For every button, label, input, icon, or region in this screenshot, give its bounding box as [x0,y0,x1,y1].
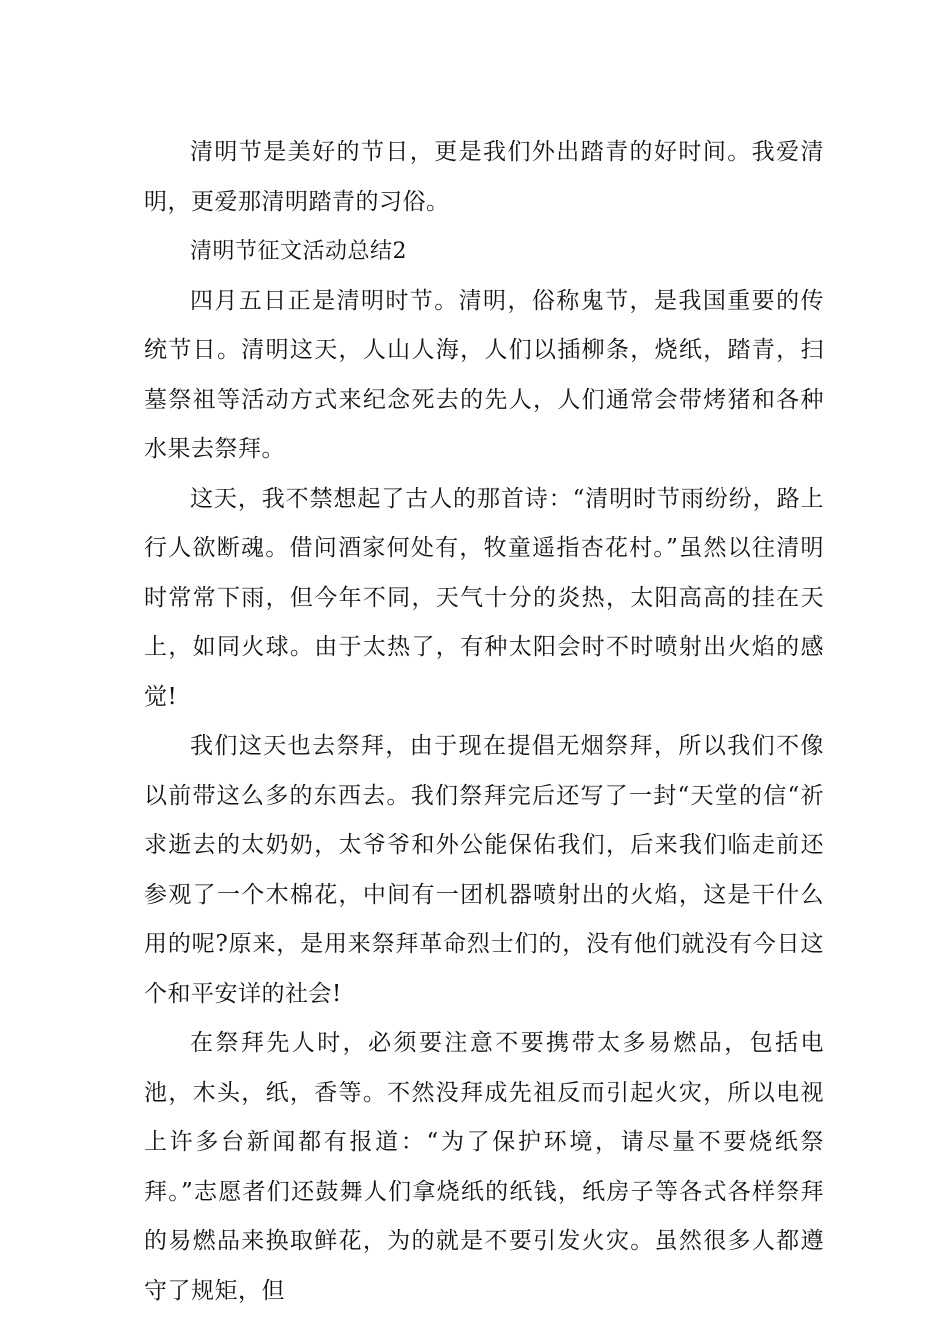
section-heading: 清明节征文活动总结2 [190,239,407,264]
paragraph-2: 这天，我不禁想起了古人的那首诗：“清明时节雨纷纷，路上行人欲断魂。借问酒家何处有，牧童遥指杏花村。”虽然以往清明时常常下雨，但今年不同，天气十分的炎热，太阳高高的挂在天上，如同火球。由于太热了，有种太阳会时不时喷射出火焰的感觉! [144,485,824,710]
paragraph-1: 四月五日正是清明时节。清明，俗称鬼节，是我国重要的传统节日。清明这天，人山人海，人们以插柳条，烧纸，踏青，扫墓祭祖等活动方式来纪念死去的先人，人们通常会带烤猪和各种水果去祭拜。 [144,287,824,462]
paragraph-4: 在祭拜先人时，必须要注意不要携带太多易燃品，包括电池，木头，纸，香等。不然没拜成先祖反而引起火灾，所以电视上许多台新闻都有报道：“为了保护环境，请尽量不要烧纸祭拜。”志愿者们还鼓舞人们拿烧纸的纸钱，纸房子等各式各样祭拜的易燃品来换取鲜花，为的就是不要引发火灾。虽然很多人都遵守了规矩，但 [144,1030,824,1304]
document-page [144,128,824,1316]
paragraph-3: 我们这天也去祭拜，由于现在提倡无烟祭拜，所以我们不像以前带这么多的东西去。我们祭拜完后还写了一封“天堂的信“祈求逝去的太奶奶，太爷爷和外公能保佑我们，后来我们临走前还参观了一个木棉花，中间有一团机器喷射出的火焰，这是干什么用的呢?原来，是用来祭拜革命烈士们的，没有他们就没有今日这个和平安详的社会! [144,733,824,1007]
paragraph-intro-end: 清明节是美好的节日，更是我们外出踏青的好时间。我爱清明，更爱那清明踏青的习俗。 [144,139,824,215]
